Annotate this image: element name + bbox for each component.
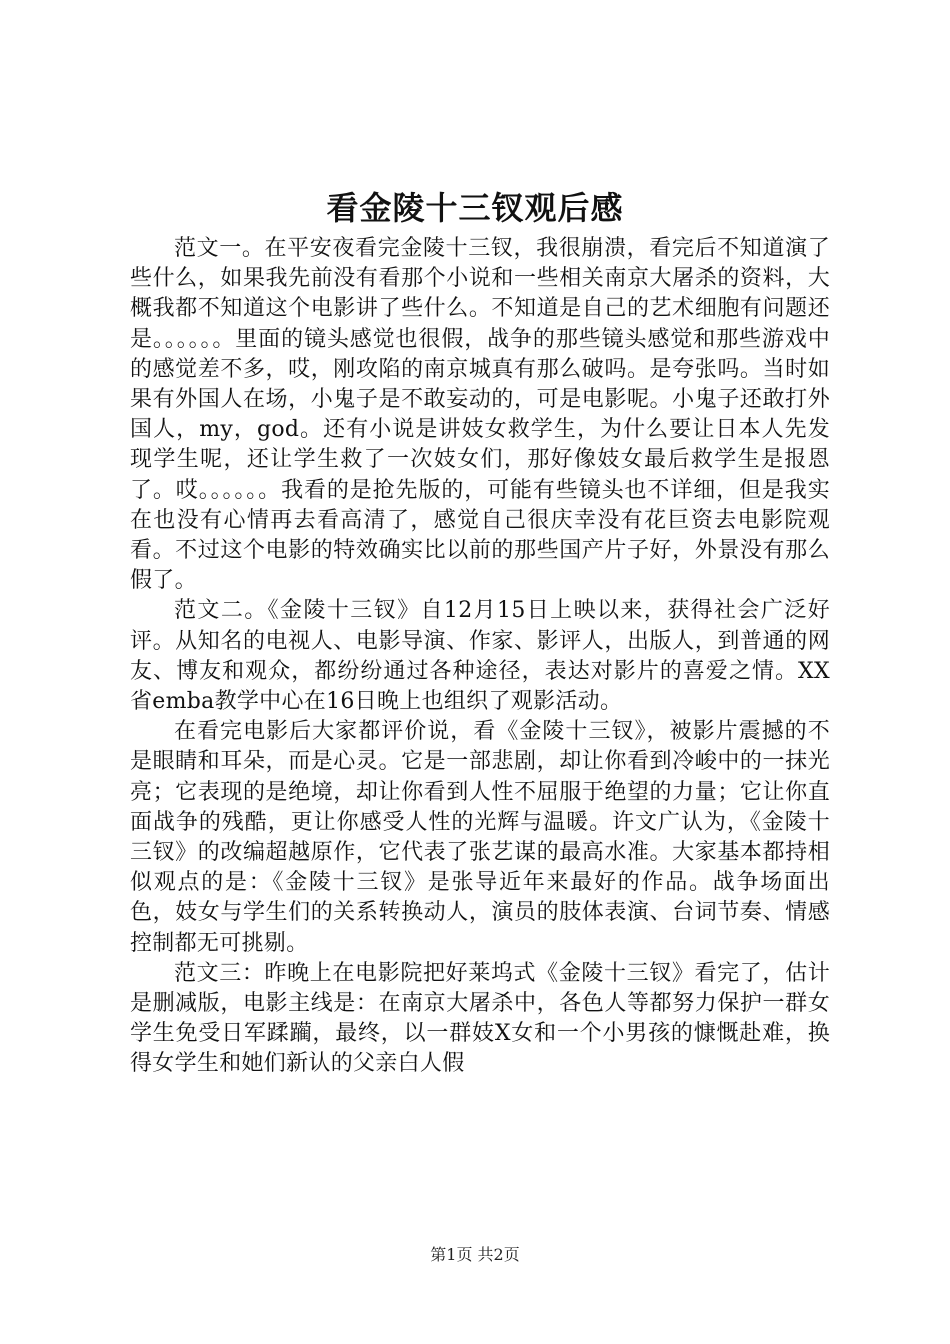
document-body — [130, 234, 830, 1080]
paragraph-fanwen-3: 范文三：昨晚上在电影院把好莱坞式《金陵十三钗》看完了，估计是删减版，电影主线是：在南京大屠杀中，各色人等都努力保护一群女学生免受日军蹂躏，最终，以一群妓X女和一个小男孩的慷慨赴难，换得女学生和她们新认的父亲白人假 — [130, 960, 830, 1077]
paragraph-review: 在看完电影后大家都评价说，看《金陵十三钗》，被影片震撼的不是眼睛和耳朵，而是心灵。它是一部悲剧，却让你看到冷峻中的一抹光亮；它表现的是绝境，却让你看到人性不屈服于绝望的力量；它让你直面战争的残酷，更让你感受人性的光辉与温暖。许文广认为，《金陵十三钗》的改编超越原作，它代表了张艺谋的最高水准。大家基本都持相似观点的是：《金陵十三钗》是张导近年来最好的作品。战争场面出色，妓女与学生们的关系转换动人，演员的肢体表演、台词节奏、情感控制都无可挑剔。 — [130, 719, 830, 956]
paragraph-fanwen-1: 范文一。在平安夜看完金陵十三钗，我很崩溃，看完后不知道演了些什么，如果我先前没有看那个小说和一些相关南京大屠杀的资料，大概我都不知道这个电影讲了些什么。不知道是自己的艺术细胞有问题还是。。。。。。里面的镜头感觉也很假，战争的那些镜头感觉和那些游戏中的感觉差不多，哎，刚攻陷的南京城真有那么破吗。是夸张吗。当时如果有外国人在场，小鬼子是不敢妄动的，可是电影呢。小鬼子还敢打外国人，my，god。还有小说是讲妓女救学生，为什么要让日本人先发现学生呢，还让学生救了一次妓女们，那好像妓女最后救学生是报恩了。哎。。。。。。我看的是抢先版的，可能有些镜头也不详细，但是我实在也没有心情再去看高清了，感觉自己很庆幸没有花巨资去电影院观看。不过这个电影的特效确实比以前的那些国产片子好，外景没有那么假了。 — [130, 236, 830, 594]
document-title: 看金陵十三钗观后感 — [326, 189, 624, 227]
paragraph-fanwen-2: 范文二。《金陵十三钗》自12月15日上映以来，获得社会广泛好评。从知名的电视人、电影导演、作家、影评人，出版人，到普通的网友、博友和观众，都纷纷通过各种途径，表达对影片的喜爱之情。XX省emba教学中心在16日晚上也组织了观影活动。 — [130, 598, 830, 715]
page-number-footer: 第1页 共2页 — [430, 1245, 520, 1264]
